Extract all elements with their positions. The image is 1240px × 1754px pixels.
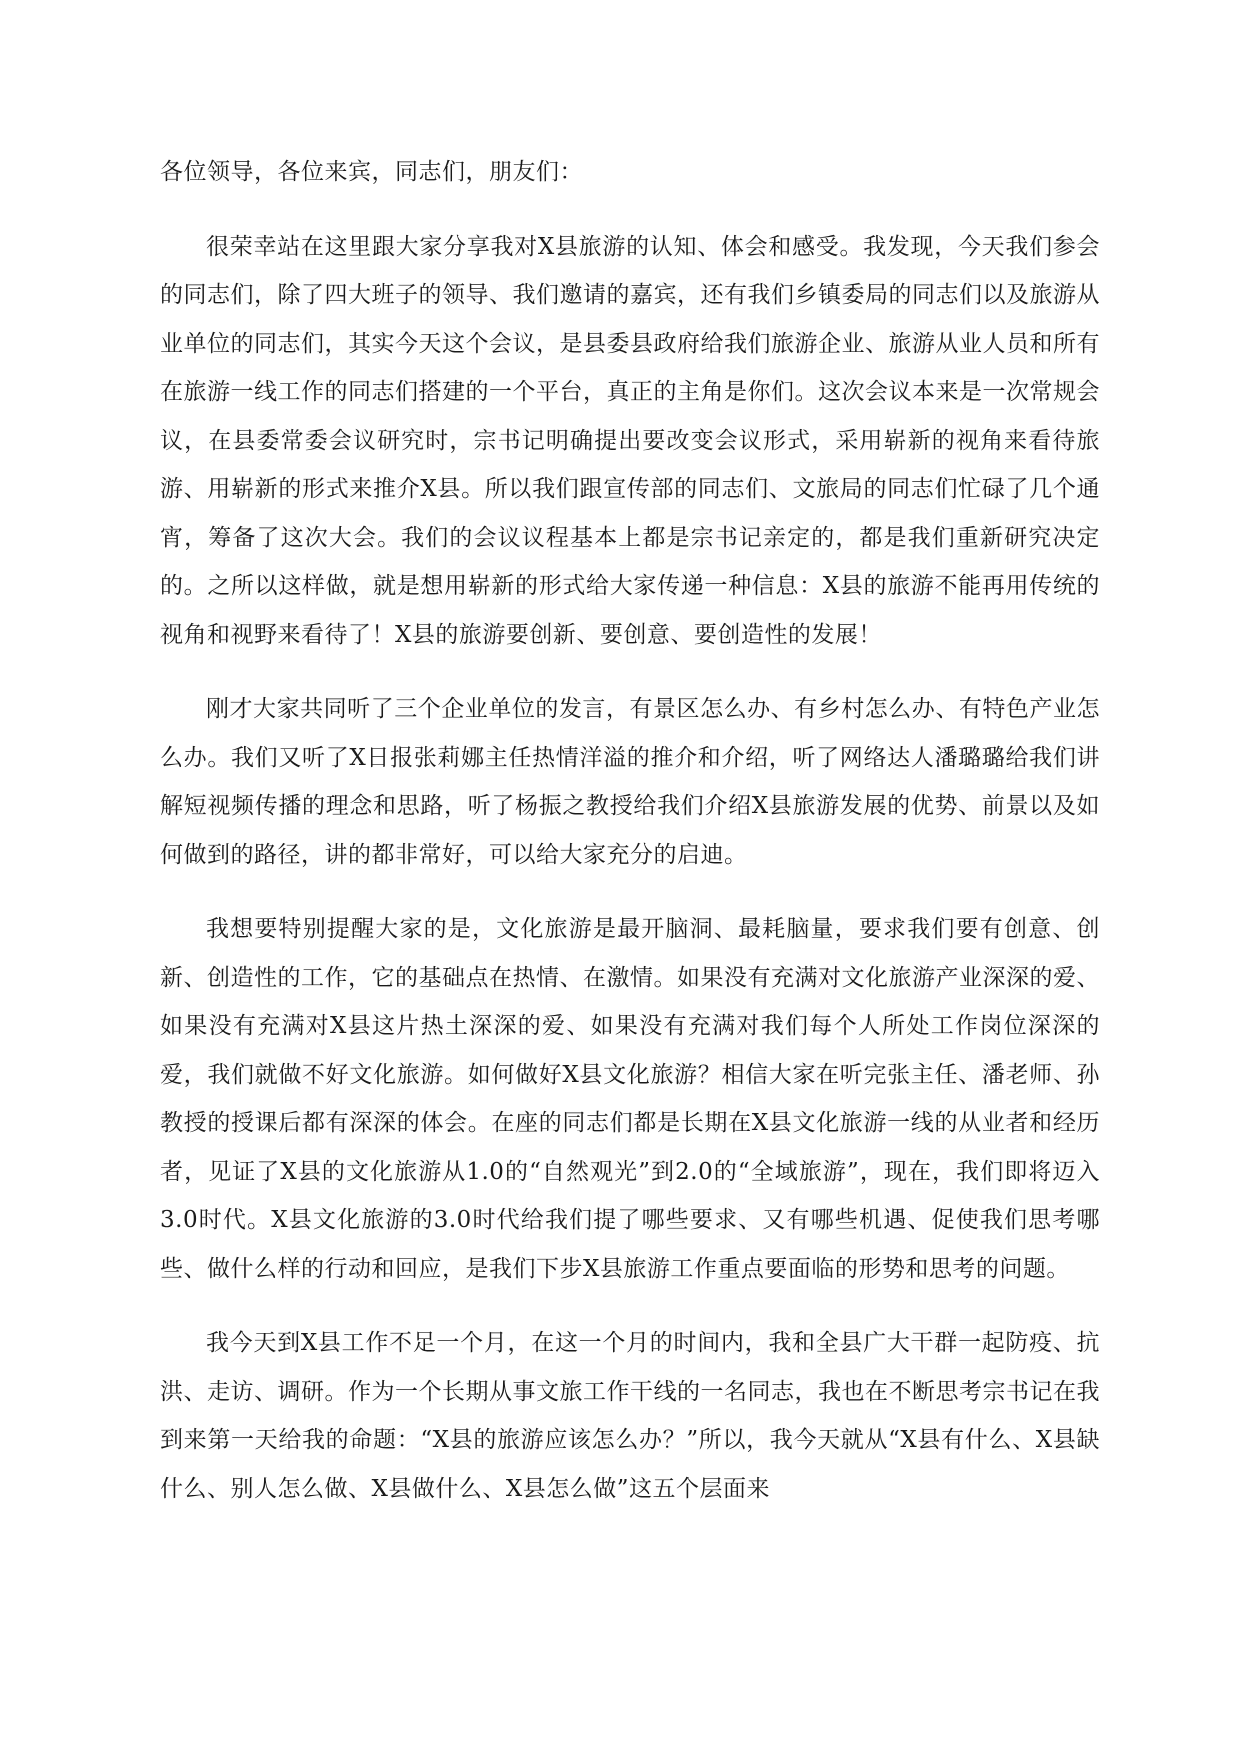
salutation: 各位领导，各位来宾，同志们，朋友们：	[160, 159, 583, 185]
paragraph-2: 刚才大家共同听了三个企业单位的发言，有景区怎么办、有乡村怎么办、有特色产业怎么办。我们又听了X日报张莉娜主任热情洋溢的推介和介绍，听了网络达人潘璐璐给我们讲解短视频传播的理念和思路，听了杨振之教授给我们介绍X县旅游发展的优势、前景以及如何做到的路径，讲的都非常好，可以给大家充分的启迪。	[160, 696, 1100, 868]
document-body	[160, 148, 1100, 1539]
paragraph-1: 很荣幸站在这里跟大家分享我对X县旅游的认知、体会和感受。我发现，今天我们参会的同志们，除了四大班子的领导、我们邀请的嘉宾，还有我们乡镇委局的同志们以及旅游从业单位的同志们，其实今天这个会议，是县委县政府给我们旅游企业、旅游从业人员和所有在旅游一线工作的同志们搭建的一个平台，真正的主角是你们。这次会议本来是一次常规会议，在县委常委会议研究时，宗书记明确提出要改变会议形式，采用崭新的视角来看待旅游、用崭新的形式来推介X县。所以我们跟宣传部的同志们、文旅局的同志们忙碌了几个通宵，筹备了这次大会。我们的会议议程基本上都是宗书记亲定的，都是我们重新研究决定的。之所以这样做，就是想用崭新的形式给大家传递一种信息：X县的旅游不能再用传统的视角和视野来看待了！X县的旅游要创新、要创意、要创造性的发展！	[160, 233, 1100, 648]
paragraph-4: 我今天到X县工作不足一个月，在这一个月的时间内，我和全县广大干群一起防疫、抗洪、走访、调研。作为一个长期从事文旅工作干线的一名同志，我也在不断思考宗书记在我到来第一天给我的命题：“X县的旅游应该怎么办？”所以，我今天就从“X县有什么、X县缺什么、别人怎么做、X县做什么、X县怎么做”这五个层面来	[160, 1330, 1100, 1502]
paragraph-3: 我想要特别提醒大家的是，文化旅游是最开脑洞、最耗脑量，要求我们要有创意、创新、创造性的工作，它的基础点在热情、在激情。如果没有充满对文化旅游产业深深的爱、如果没有充满对X县这片热土深深的爱、如果没有充满对我们每个人所处工作岗位深深的爱，我们就做不好文化旅游。如何做好X县文化旅游？相信大家在听完张主任、潘老师、孙教授的授课后都有深深的体会。在座的同志们都是长期在X县文化旅游一线的从业者和经历者，见证了X县的文化旅游从1.0的“自然观光”到2.0的“全域旅游”，现在，我们即将迈入3.0时代。X县文化旅游的3.0时代给我们提了哪些要求、又有哪些机遇、促使我们思考哪些、做什么样的行动和回应，是我们下步X县旅游工作重点要面临的形势和思考的问题。	[160, 916, 1100, 1282]
